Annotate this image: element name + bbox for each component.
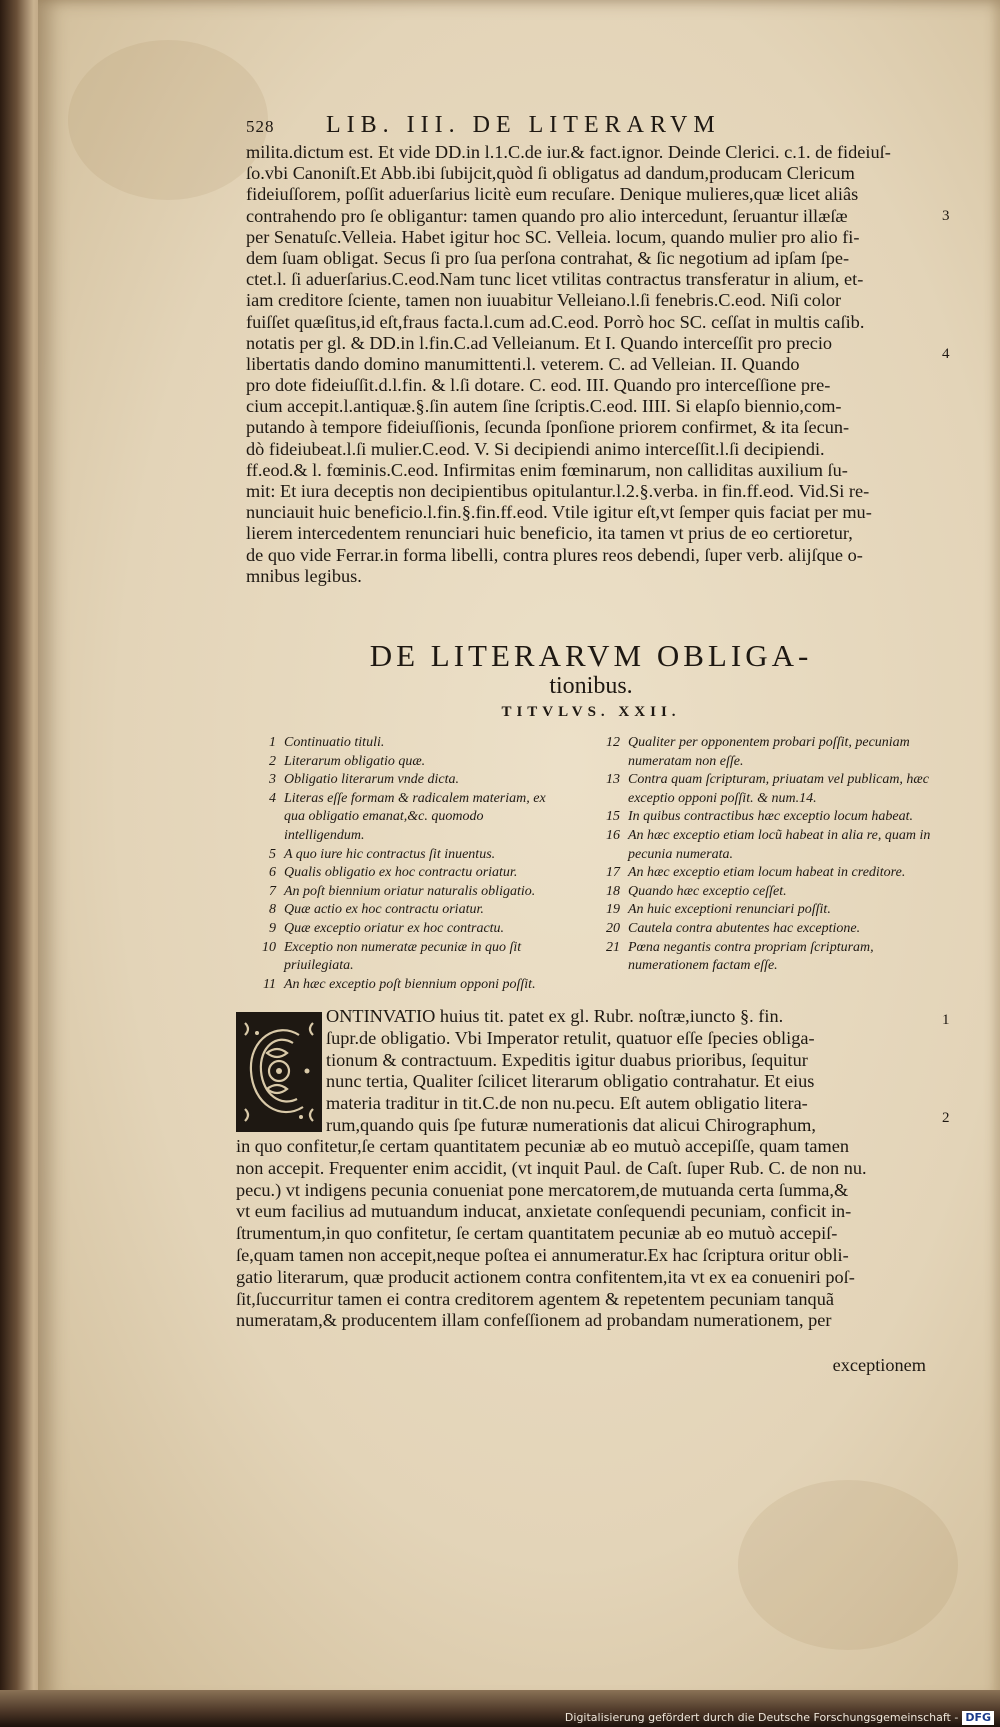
toc-item [246,901,566,920]
margin-number: 1 [942,1012,950,1028]
toc-item-text: Qualiter per opponentem probari poſſit, pecuniam numeratam non eſſe. [628,735,910,769]
text-line: cium accepit.l.antiquæ.§.ſin autem ſine ſcriptis.C.eod. IIII. Si elapſo biennio,com- [246,396,842,417]
text-line: mnibus legibus. [246,565,362,586]
toc-item-text: Quando hæc exceptio ceſſet. [628,883,787,899]
text-line: ſtrumentum,in quo confitetur, ſe certam quantitatem pecuniæ ab eo mutuò accepiſ- [236,1223,838,1244]
toc-item-number: 7 [269,883,276,899]
margin-number: 4 [942,346,950,362]
text-line: ſo.vbi Canoniſt.Et Abb.ibi ſubijcit,quòd ſi obligatus ad dandum,producam Clericum [246,163,855,184]
text-line: ſupr.de obligatio. Vbi Imperator retulit, quatuor eſſe ſpecies obliga- [326,1027,815,1048]
body-text-top [246,142,936,587]
credit-text: Digitalisierung gefördert durch die Deutsche Forschungsgemeinschaft - [564,1711,959,1724]
body-text-indented [326,1006,936,1137]
catchword: exceptionem [832,1355,926,1375]
paper-stain [738,1480,958,1650]
text-line: numeratam,& producentem illam confeſſionem ad probandam numerationem, per [236,1310,832,1331]
toc-item-number: 6 [269,865,276,881]
text-line: mit: Et iura deceptis non decipientibus opitulantur.l.2.§.verba. in fin.ff.eod. Vid.Si re- [246,481,870,501]
toc-item-text: Literarum obligatio quæ. [284,753,426,769]
toc-item-text: An huic exceptioni renunciari poſſit. [628,902,831,918]
toc-item-number: 21 [606,939,620,955]
toc-item-number: 4 [269,790,276,806]
toc-item [590,827,936,864]
text-line: ff.eod.& l. fœminis.C.eod. Infirmitas enim fœminarum, non calliditas auxilium ſu- [246,459,848,480]
toc-item [590,734,936,771]
toc-item [590,771,936,808]
toc-item [246,771,566,790]
text-line: fuiſſet quæſitus,id eſt,fraus facta.l.cum ad.C.eod. Porrò hoc SC. ceſſat in multis caſib. [246,311,865,332]
toc-item [246,864,566,883]
toc-item [246,846,566,865]
toc-item-text: Obligatio literarum vnde dicta. [284,772,459,788]
toc-item-number: 12 [606,735,620,750]
text-line: ſit,ſuccurritur tamen ei contra creditorem agentem & repetentem pecuniam tanquã [236,1288,834,1309]
toc-item-text: Quæ actio ex hoc contractu oriatur. [284,902,484,918]
toc-item [590,808,936,827]
toc-item-number: 13 [606,772,620,788]
text-line: vt eum facilius ad mutuandum inducat, anxietate conſequendi pecuniam, conficit in- [236,1201,852,1222]
margin-number: 2 [942,1110,950,1126]
margin-number: 3 [942,208,950,224]
toc-item-text: Contra quam ſcripturam, priuatam vel publicam, hæc exceptio opponi poſſit. & num.14. [628,772,929,806]
toc-left-column [246,734,566,994]
running-header [246,112,946,142]
toc-item-text: Literas eſſe formam & radicalem materiam, ex qua obligatio emanat,&c. quomodo intelligendum. [284,790,546,843]
toc-item-number: 11 [263,976,276,992]
toc-item [246,734,566,753]
toc-item-number: 20 [606,920,620,936]
toc-item [590,864,936,883]
text-line: dò fideiubeat.l.ſi mulier.C.eod. V. Si decipiendi animo interceſſit.l.ſi decipiendi. [246,438,825,459]
toc-item [590,920,936,939]
toc-item-text: In quibus contractibus hæc exceptio locum habeat. [628,809,913,825]
running-title: LIB. III. DE LITERARVM [326,112,721,138]
toc-item-number: 19 [606,902,620,918]
toc-item [590,901,936,920]
paper-stain [68,40,268,200]
text-line: ONTINVATIO huius tit. patet ex gl. Rubr. noſtræ,iuncto §. fin. [326,1006,784,1026]
text-line: ctet.l. ſi aduerſarius.C.eod.Nam tunc licet vtilitas contractus transferatur in alium, et- [246,269,864,290]
text-line: nunciauit huic beneficio.l.fin.§.fin.ff.eod. Vtile igitur eſt,vt ſemper quis faciat per mu- [246,502,872,523]
toc-item-text: An hæc exceptio poſt biennium opponi poſſit. [284,976,536,992]
toc-item-number: 3 [269,772,276,788]
toc-item-text: Quæ exceptio oriatur ex hoc contractu. [284,920,505,936]
toc-item-number: 1 [269,735,276,750]
toc-item-number: 5 [269,846,276,862]
toc-item-text: A quo iure hic contractus ſit inuentus. [284,846,496,862]
toc-right-column [590,734,936,976]
text-line: gatio literarum, quæ producit actionem contra confitentem,ita vt ex ea conueniri poſ- [236,1266,855,1287]
toc-item-number: 8 [269,902,276,918]
text-line: de quo vide Ferrar.in forma libelli, contra plures reos debendi, ſuper verb. alijſque o- [246,544,863,565]
toc-item [246,883,566,902]
toc-item [246,753,566,772]
toc-item-text: Exceptio non numeratæ pecuniæ in quo ſit priuilegiata. [284,939,522,974]
text-line: putando à tempore fideiuſſionis, ſecunda ſponſione priorem confirmet, & ita ſecun- [246,417,850,438]
toc-item-text: An poſt biennium oriatur naturalis obligatio. [284,883,536,899]
digitization-credit [560,1708,1000,1727]
toc-item-text: Continuatio tituli. [284,735,385,750]
toc-item-text: An hæc exceptio etiam locũ habeat in alia re, quam in pecunia numerata. [628,827,931,862]
text-line: nunc tertia, Qualiter ſcilicet literarum obligatio contrahatur. Et eius [326,1071,815,1092]
text-line: in quo confitetur,ſe certam quantitatem pecuniæ ab eo mutuò accepiſſe, quam tamen [236,1136,849,1156]
toc-item-number: 16 [606,827,620,843]
titulus-heading: TITVLVS. XXII. [501,704,681,720]
toc-item [590,883,936,902]
text-line: non accepit. Frequenter enim accidit, (vt inquit Paul. de Caſt. ſuper Rub. C. de non nu. [236,1157,867,1178]
text-line: fideiuſſorem, poſſit aduerſarius licitè eum recuſare. Denique mulieres,quæ licet aliâs [246,184,859,205]
toc-item [246,790,566,846]
text-line: pecu.) vt indigens pecunia conueniat pone mercatorem,de mutuanda certa ſumma,& [236,1179,849,1200]
toc-item-number: 17 [606,865,620,881]
toc-item [246,920,566,939]
text-line: iam creditore ſciente, tamen non iuuabitur Velleiano.l.ſi fenebris.C.eod. Niſi color [246,290,842,311]
page-number: 528 [246,117,275,136]
dfg-logo: DFG [962,1711,994,1725]
text-line: libertatis dando domino manumittenti.l. veterem. C. ad Velleian. II. Quando [246,353,800,374]
text-line: dem ſuam obligat. Secus ſi pro ſua perſona contrahat, & ſic negotium ad ipſam ſpe- [246,247,850,268]
text-line: rum,quando quis ſpe futuræ numerationis dat alicui Chirographum, [326,1114,816,1135]
text-line: milita.dictum est. Et vide DD.in l.1.C.de iur.& fact.ignor. Deinde Clerici. c.1. de fideiuſ- [246,142,891,162]
toc-item-number: 18 [606,883,620,899]
toc-item [246,976,566,995]
text-line: contrahendo pro ſe obligantur: tamen quando pro alio intercedunt, ſeruantur illæſæ [246,205,848,226]
text-line: materia traditur in tit.C.de non nu.pecu. Eſt autem obligatio litera- [326,1093,808,1114]
toc-item [246,939,566,976]
text-line: lierem intercedentem renunciari huic beneficio, ita tamen vt prius de eo certioretur, [246,523,853,544]
toc-item-text: Cautela contra abutentes hac exceptione. [628,920,861,936]
decorated-initial-c [236,1012,322,1132]
text-line: tionum & contractuum. Expeditis igitur duabus prioribus, ſequitur [326,1049,808,1070]
toc-item-number: 9 [269,920,276,936]
toc-item [590,939,936,976]
text-line: pro dote fideiuſſit.d.l.fin. & l.ſi dotare. C. eod. III. Quando pro interceſſione pre- [246,375,831,396]
toc-item-text: Pœna negantis contra propriam ſcripturam, numerationem factam eſſe. [628,939,874,974]
text-line: ſe,quam tamen non accepit,neque poſtea ei annumeratur.Ex hac ſcriptura oritur obli- [236,1244,849,1265]
toc-item-number: 10 [262,939,276,955]
section-title: DE LITERARVM OBLIGA- [369,638,813,673]
toc-item-text: An hæc exceptio etiam locum habeat in creditore. [628,865,906,881]
toc-item-number: 2 [269,753,276,769]
section-title-continuation: tionibus. [549,673,633,699]
ornament-icon [237,1013,321,1131]
body-text-bottom [236,1136,936,1332]
text-line: notatis per gl. & DD.in l.fin.C.ad Velleianum. Et I. Quando interceſſit pro precio [246,332,833,353]
toc-item-number: 15 [606,809,620,825]
text-line: per Senatuſc.Velleia. Habet igitur hoc SC. Velleia. locum, quando mulier pro alio fi- [246,226,860,247]
toc-item-text: Qualis obligatio ex hoc contractu oriatur. [284,865,518,881]
